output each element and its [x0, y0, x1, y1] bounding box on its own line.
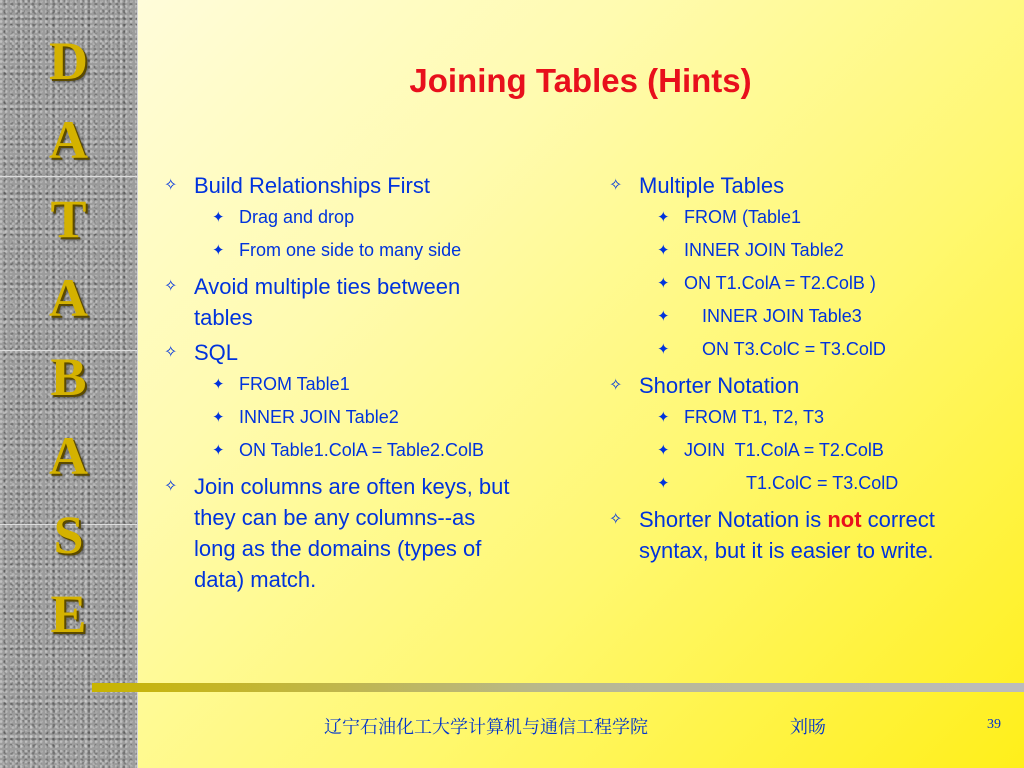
sidebar-letter: B [50, 347, 87, 407]
sub-bullet-text: JOIN T1.ColA = T2.ColB [684, 440, 884, 460]
bullet-star-icon: ✦ [657, 341, 670, 358]
bullet-star-icon: ✦ [212, 376, 225, 393]
sidebar-letter: A [49, 426, 88, 486]
bullet-text-prefix: Shorter Notation is [639, 507, 822, 532]
bullet-text: Build Relationships First [194, 173, 430, 198]
bullet-avoid-ties [160, 271, 570, 333]
bullet-star-icon: ✦ [212, 242, 225, 259]
bullet-text-line: they can be any columns--as [194, 505, 476, 530]
bullet-diamond-icon: ✧ [164, 344, 178, 361]
slide-number: 39 [987, 717, 1001, 732]
bullet-text-suffix: correct [867, 507, 935, 532]
slide-title: Joining Tables (Hints) [409, 62, 752, 99]
sub-bullet-text: ON Table1.ColA = Table2.ColB [239, 440, 484, 460]
bullet-text-line: Avoid multiple ties between [194, 274, 461, 299]
sub-bullet [605, 401, 1015, 434]
sub-bullet [160, 368, 570, 401]
sidebar-letter: T [50, 189, 87, 249]
sub-bullet [160, 401, 570, 434]
bullet-star-icon: ✦ [657, 242, 670, 259]
footer-author: 刘旸 [790, 717, 826, 738]
bullet-star-icon: ✦ [212, 209, 225, 226]
sub-bullet [605, 201, 1015, 234]
sub-bullet [605, 434, 1015, 467]
sub-bullet [605, 300, 1015, 333]
bullet-star-icon: ✦ [657, 308, 670, 325]
sub-bullet-text: FROM Table1 [239, 374, 350, 394]
sidebar-letters [0, 22, 137, 654]
sidebar-letter: A [49, 268, 88, 328]
bullet-text-line: syntax, but it is easier to write. [639, 538, 934, 563]
sub-bullet [605, 234, 1015, 267]
sidebar-letter: A [49, 110, 88, 170]
bullet-shorter-notation-note [605, 504, 1015, 566]
bullet-diamond-icon: ✧ [164, 478, 178, 495]
sub-bullet-text: Drag and drop [239, 207, 355, 227]
bullet-text-line: Join columns are often keys, but [194, 474, 510, 499]
right-column [605, 170, 1015, 566]
sub-bullet-text: FROM (Table1 [684, 207, 802, 227]
bullet-sql [160, 337, 570, 368]
bullet-diamond-icon: ✧ [609, 377, 623, 394]
sidebar-letter: S [53, 505, 84, 565]
bullet-join-columns [160, 471, 570, 595]
sidebar-letter: D [49, 31, 88, 91]
sub-bullet [160, 434, 570, 467]
bullet-star-icon: ✦ [657, 475, 670, 492]
footer-organization: 辽宁石油化工大学计算机与通信工程学院 [324, 717, 648, 738]
sub-bullet-text: INNER JOIN Table3 [702, 306, 862, 326]
sidebar-panel [0, 0, 138, 768]
bullet-build-relationships [160, 170, 570, 201]
sub-bullet-text: ON T3.ColC = T3.ColD [702, 339, 886, 359]
bullet-text-line: long as the domains (types of [194, 536, 482, 561]
bullet-text: Multiple Tables [639, 173, 785, 198]
sub-bullet-text: INNER JOIN Table2 [239, 407, 399, 427]
bullet-diamond-icon: ✧ [609, 177, 623, 194]
bullet-text: Shorter Notation [639, 373, 800, 398]
sub-bullet-text: FROM T1, T2, T3 [684, 407, 825, 427]
sub-bullet-text: From one side to many side [239, 240, 462, 260]
bullet-star-icon: ✦ [212, 442, 225, 459]
bullet-text-line: tables [194, 305, 253, 330]
bullet-diamond-icon: ✧ [164, 278, 178, 295]
bullet-text-line: data) match. [194, 567, 317, 592]
bullet-diamond-icon: ✧ [609, 511, 623, 528]
bullet-text: SQL [194, 340, 239, 365]
bullet-star-icon: ✦ [212, 409, 225, 426]
sub-bullet [605, 467, 1015, 500]
left-column [160, 170, 570, 595]
bullet-shorter-notation [605, 370, 1015, 401]
sub-bullet [605, 267, 1015, 300]
sub-bullet-text: ON T1.ColA = T2.ColB ) [684, 273, 876, 293]
bullet-star-icon: ✦ [657, 275, 670, 292]
bullet-multiple-tables [605, 170, 1015, 201]
sub-bullet-text: T1.ColC = T3.ColD [746, 473, 899, 493]
bullet-star-icon: ✦ [657, 409, 670, 426]
sub-bullet-text: INNER JOIN Table2 [684, 240, 844, 260]
bullet-star-icon: ✦ [657, 209, 670, 226]
sidebar-letter: E [50, 584, 87, 644]
sub-bullet [605, 333, 1015, 366]
bullet-diamond-icon: ✧ [164, 177, 178, 194]
sub-bullet [160, 234, 570, 267]
sub-bullet [160, 201, 570, 234]
bullet-star-icon: ✦ [657, 442, 670, 459]
emphasis-text: not [827, 507, 862, 532]
footer-divider-bar [92, 683, 1024, 692]
